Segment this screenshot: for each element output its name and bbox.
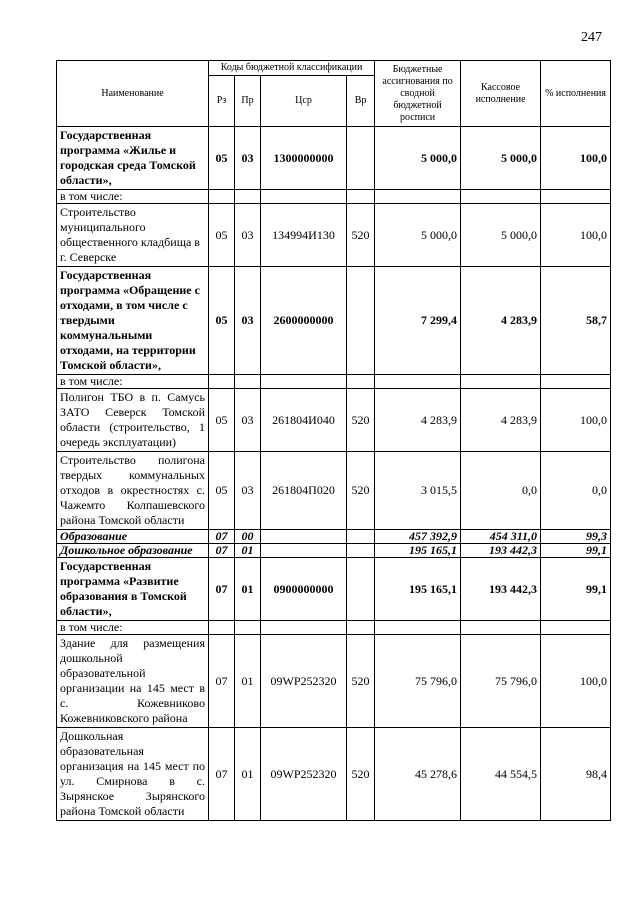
table-row [57,375,611,389]
row-pr: 01 [235,558,261,621]
row-cash: 193 442,3 [461,544,541,558]
col-header-cash: Кассовое исполнение [461,61,541,127]
col-header-vr: Вр [347,76,375,127]
row-rz: 07 [209,728,235,821]
table-row [57,267,611,375]
row-name: Образование [57,530,209,544]
table-row [57,621,611,635]
row-name: Строительство полигона твердых коммунальных отходов в окрестностях с. Чажемто Колпашевского района Томской области [57,452,209,530]
row-vr [347,267,375,375]
col-header-name: Наименование [57,61,209,127]
row-rz: 07 [209,558,235,621]
row-csr: 261804И040 [261,389,347,452]
table-row [57,190,611,204]
row-budget: 45 278,6 [375,728,461,821]
row-pr: 01 [235,544,261,558]
row-rz: 05 [209,267,235,375]
row-percent: 100,0 [541,127,611,190]
row-rz: 07 [209,544,235,558]
row-vr: 520 [347,635,375,728]
row-vr [347,127,375,190]
table-row [57,530,611,544]
row-name: Дошкольная образовательная организация на 145 мест по ул. Смирнова в с. Зырянское Зырянского района Томской области [57,728,209,821]
row-percent: 100,0 [541,204,611,267]
table-row [57,728,611,821]
row-name: Полигон ТБО в п. Самусь ЗАТО Северск Томской области (строительство, 1 очередь эксплуатации) [57,389,209,452]
row-cash: 5 000,0 [461,204,541,267]
col-header-budget: Бюджетные ассигнования по сводной бюджетной росписи [375,61,461,127]
col-header-codes: Коды бюджетной классификации [209,61,375,76]
row-rz: 07 [209,635,235,728]
row-name: Государственная программа «Жилье и городская среда Томской области», [57,127,209,190]
row-csr [261,530,347,544]
table-row [57,452,611,530]
row-pr: 03 [235,267,261,375]
row-budget: 75 796,0 [375,635,461,728]
row-pr: 00 [235,530,261,544]
row-vr: 520 [347,452,375,530]
row-percent: 58,7 [541,267,611,375]
row-rz: 05 [209,127,235,190]
row-pr: 03 [235,389,261,452]
row-csr: 09WP252320 [261,635,347,728]
row-percent: 100,0 [541,635,611,728]
row-percent: 99,1 [541,558,611,621]
row-percent: 99,3 [541,530,611,544]
row-percent: 100,0 [541,389,611,452]
row-csr: 134994И130 [261,204,347,267]
row-pr: 01 [235,728,261,821]
row-vr: 520 [347,728,375,821]
row-vr [347,544,375,558]
row-vr [347,558,375,621]
row-cash: 4 283,9 [461,267,541,375]
row-csr: 09WP252320 [261,728,347,821]
table-row [57,558,611,621]
row-budget: 195 165,1 [375,544,461,558]
row-vr: 520 [347,389,375,452]
row-cash: 454 311,0 [461,530,541,544]
row-csr: 261804П020 [261,452,347,530]
row-name: Дошкольное образование [57,544,209,558]
row-pr: 03 [235,452,261,530]
row-vr [347,530,375,544]
col-header-csr: Цср [261,76,347,127]
col-header-rz: Рз [209,76,235,127]
row-budget: 3 015,5 [375,452,461,530]
row-name: в том числе: [57,621,209,635]
table-row [57,635,611,728]
row-budget: 7 299,4 [375,267,461,375]
row-budget: 4 283,9 [375,389,461,452]
row-rz: 05 [209,452,235,530]
row-cash: 193 442,3 [461,558,541,621]
row-pr: 03 [235,204,261,267]
row-name: Здание для размещения дошкольной образовательной организации на 145 мест в с. Кожевниково Кожевниковского района [57,635,209,728]
page-number: 247 [581,30,602,45]
row-name: Государственная программа «Развитие образования в Томской области», [57,558,209,621]
row-rz: 05 [209,204,235,267]
table-row [57,389,611,452]
row-name: в том числе: [57,190,209,204]
row-rz: 05 [209,389,235,452]
row-cash: 4 283,9 [461,389,541,452]
table-row [57,544,611,558]
row-name: в том числе: [57,375,209,389]
budget-table [56,60,611,821]
row-pr: 01 [235,635,261,728]
row-csr: 2600000000 [261,267,347,375]
row-budget: 195 165,1 [375,558,461,621]
row-budget: 457 392,9 [375,530,461,544]
table-row [57,127,611,190]
row-name: Государственная программа «Обращение с отходами, в том числе с твердыми коммунальными отходами, на территории Томской области», [57,267,209,375]
row-csr: 0900000000 [261,558,347,621]
row-pr: 03 [235,127,261,190]
row-budget: 5 000,0 [375,127,461,190]
row-percent: 0,0 [541,452,611,530]
row-cash: 75 796,0 [461,635,541,728]
row-rz: 07 [209,530,235,544]
row-budget: 5 000,0 [375,204,461,267]
row-cash: 5 000,0 [461,127,541,190]
row-vr: 520 [347,204,375,267]
row-name: Строительство муниципального общественного кладбища в г. Северске [57,204,209,267]
col-header-percent: % исполнения [541,61,611,127]
col-header-pr: Пр [235,76,261,127]
row-cash: 0,0 [461,452,541,530]
row-percent: 98,4 [541,728,611,821]
row-csr: 1300000000 [261,127,347,190]
row-csr [261,544,347,558]
table-row [57,204,611,267]
row-cash: 44 554,5 [461,728,541,821]
row-percent: 99,1 [541,544,611,558]
